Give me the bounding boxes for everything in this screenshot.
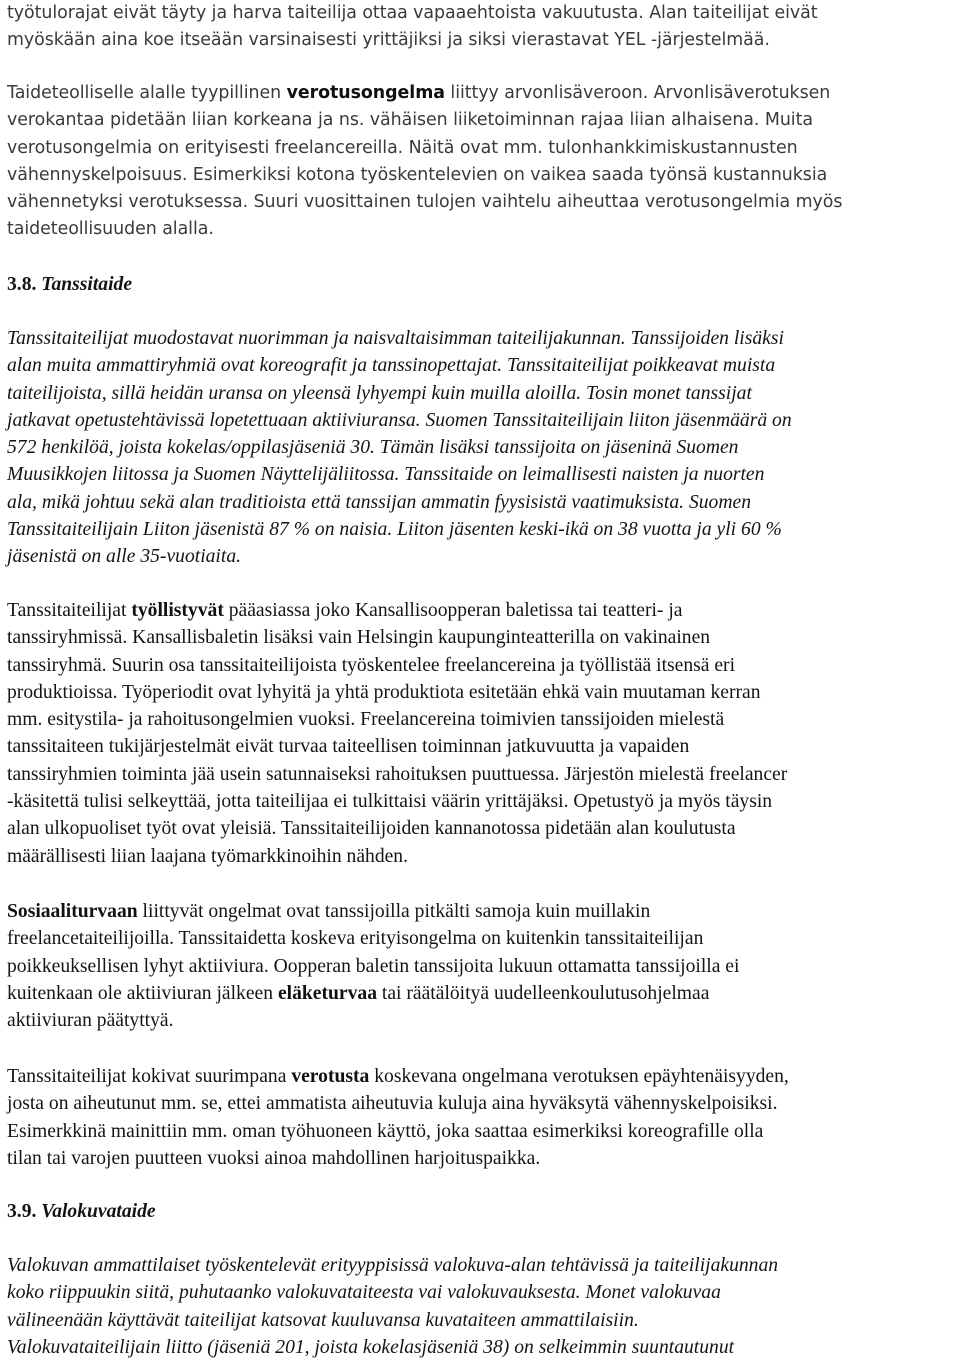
text-run: liittyy arvonlisäveroon. Arvonlisäverotuksen bbox=[444, 83, 831, 103]
text-line: välineenään käyttävät taiteilijat katsovat kuuluvansa kuvataiteen ammattilaisiin. bbox=[7, 1309, 639, 1331]
text-line: myöskään aina koe itseään varsinaisesti yrittäjiksi ja siksi vierastavat YEL -järjestelmää. bbox=[7, 30, 770, 51]
text-line: tanssiryhmien toiminta jää usein satunnaiseksi rahoituksen puuttuessa. Järjestön mielestä freelancer bbox=[7, 763, 788, 785]
text-line: tanssiryhmä. Suurin osa tanssitaiteilijoista työskentelee freelancereina ja työllistää itsensä eri bbox=[7, 654, 736, 676]
paragraph-tanssitaide-intro bbox=[7, 325, 792, 571]
text-run: koskevana ongelmana verotuksen epäyhtenäisyyden, bbox=[369, 1066, 789, 1087]
text-line: määrällisesti liian laajana työmarkkinoihin nähden. bbox=[7, 845, 409, 867]
text-line: Tanssitaiteilijat muodostavat nuorimman ja naisvaltaisimman taiteilijakunnan. Tanssijoiden lisäksi bbox=[7, 328, 784, 349]
section-number: 3.9. bbox=[7, 1201, 37, 1222]
bold-term: työllistyvät bbox=[131, 600, 224, 621]
text-line: tanssitaiteen tukijärjestelmät eivät turvaa taiteellisen toiminnan jatkuvuutta ja vapaiden bbox=[7, 736, 690, 758]
text-line: jatkavat opetustehtävissä lopetettuaan aktiiviuransa. Suomen Tanssitaiteilijain liiton jäsenmäärä on bbox=[7, 409, 792, 431]
text-line: -käsitettä tulisi selkeyttää, jotta taiteilijaa ei tulkittaisi väärin yrittäjäksi. Opetustyö ja myös täysin bbox=[7, 791, 773, 813]
bold-term: eläketurvaa bbox=[277, 982, 377, 1004]
text-run: Tanssitaiteilijat kokivat suurimpana bbox=[7, 1066, 292, 1087]
section-title: Valokuvataide bbox=[41, 1201, 156, 1222]
text-line: mm. esitystila- ja rahoitusongelmien vuoksi. Freelancereina toimivien tanssijoiden mielestä bbox=[7, 709, 725, 731]
paragraph-tyollistyvat bbox=[7, 597, 787, 870]
text-line bbox=[7, 898, 739, 925]
text-run: Taideteolliselle alalle tyypillinen bbox=[7, 83, 287, 103]
text-line: koko riippuukin siitä, puhutaanko valokuvataiteesta vai valokuvauksesta. Monet valokuvaa bbox=[7, 1282, 721, 1304]
text-line: taideteollisuuden alalla. bbox=[7, 219, 214, 240]
text-line: Tanssitaiteilijain Liiton jäsenistä 87 % on naisia. Liiton jäsenten keski-ikä on 38 vuotta ja yli 60 % bbox=[7, 519, 782, 541]
text-line: aktiiviuran päätyttyä. bbox=[7, 1010, 174, 1032]
paragraph-verotusongelma bbox=[7, 80, 842, 244]
text-line: Esimerkkinä mainittiin mm. oman työhuoneen käyttö, joka saattaa esimerkiksi koreografille olla bbox=[7, 1120, 764, 1142]
text-line bbox=[7, 980, 739, 1007]
text-line bbox=[7, 1063, 789, 1090]
text-line: josta on aiheutunut mm. se, ettei ammatista aiheutuvia kuluja aina hyväksytä vähennyskelpoisiksi. bbox=[7, 1093, 778, 1115]
text-line: freelancetaiteilijoilla. Tanssitaidetta koskeva erityisongelma on kuitenkin tanssitaiteilijan bbox=[7, 928, 704, 950]
text-line: työtulorajat eivät täyty ja harva taiteilija ottaa vapaaehtoista vakuutusta. Alan taiteilijat eivät bbox=[7, 3, 818, 23]
text-run: liittyvät ongelmat ovat tanssijoilla pitkälti samoja kuin muillakin bbox=[137, 901, 651, 922]
paragraph-yel bbox=[7, 0, 818, 55]
section-number: 3.8. bbox=[7, 274, 37, 295]
text-line: verotusongelmia on erityisesti freelancereilla. Näitä ovat mm. tulonhankkimiskustannusten bbox=[7, 137, 798, 158]
paragraph-sosiaaliturva bbox=[7, 898, 739, 1034]
text-line: produktioissa. Työperiodit ovat lyhyitä ja yhtä produktiota esitetään ehkä vain muutaman kerran bbox=[7, 681, 761, 703]
section-title: Tanssitaide bbox=[41, 274, 133, 295]
text-line: taiteilijoista, sillä heidän uransa on yleensä lyhyempi kuin muilla aloilla. Tosin monet tanssijat bbox=[7, 382, 752, 404]
paragraph-valokuvataide-intro bbox=[7, 1252, 778, 1361]
bold-term: Sosiaaliturvaan bbox=[7, 901, 138, 922]
bold-term: verotusta bbox=[291, 1066, 370, 1087]
text-line: poikkeuksellisen lyhyt aktiiviura. Oopperan baletin tanssijoita lukuun ottamatta tanssijoilla ei bbox=[7, 955, 740, 977]
paragraph-verotus bbox=[7, 1063, 789, 1172]
text-line: jäsenistä on alle 35-vuotiaita. bbox=[7, 546, 242, 568]
text-line: vähennetyksi verotuksessa. Suuri vuosittainen tulojen vaihtelu aiheuttaa verotusongelmia myös bbox=[7, 192, 843, 213]
text-line: Muusikkojen liitossa ja Suomen Näyttelijäliitossa. Tanssitaide on leimallisesti naisten ja nuorten bbox=[7, 464, 765, 486]
text-run: pääasiassa joko Kansallisoopperan baletissa tai teatteri- ja bbox=[223, 600, 683, 621]
text-line bbox=[7, 80, 842, 107]
text-run: tai räätälöityä uudelleenkoulutusohjelmaa bbox=[377, 982, 710, 1004]
text-line: Valokuvan ammattilaiset työskentelevät erityyppisissä valokuva-alan tehtävissä ja taiteilijakunnan bbox=[7, 1255, 779, 1276]
text-line bbox=[7, 597, 787, 624]
text-line: verokantaa pidetään liian korkeana ja ns. vähäisen liiketoiminnan rajaa liian alhaisena. Muita bbox=[7, 110, 813, 131]
text-run: Tanssitaiteilijat bbox=[7, 600, 132, 621]
text-line: alan ulkopuoliset työt ovat yleisiä. Tanssitaiteilijoiden kannanotossa pidetään alan koulutusta bbox=[7, 818, 736, 840]
text-line: tilan tai varojen puutteen vuoksi ainoa mahdollinen harjoituspaikka. bbox=[7, 1147, 541, 1169]
text-run: kuitenkaan ole aktiiviuran jälkeen bbox=[7, 982, 278, 1004]
text-line: Valokuvataiteilijain liitto (jäseniä 201, joista kokelasjäseniä 38) on selkeimmin suuntautunut bbox=[7, 1336, 735, 1358]
bold-term: verotusongelma bbox=[286, 83, 445, 103]
section-heading-3-9 bbox=[7, 1198, 156, 1225]
text-line: alan muita ammattiryhmiä ovat koreografit ja tanssinopettajat. Tanssitaiteilijat poikkeavat muista bbox=[7, 355, 776, 377]
text-line: vähennyskelpoisuus. Esimerkiksi kotona työskentelevien on vaikea saada työnsä kustannuksia bbox=[7, 164, 828, 185]
section-heading-3-8 bbox=[7, 271, 132, 298]
text-line: 572 henkilöä, joista kokelas/oppilasjäseniä 30. Tämän lisäksi tanssijoita on jäseninä Suomen bbox=[7, 437, 739, 459]
text-line: tanssiryhmissä. Kansallisbaletin lisäksi vain Helsingin kaupunginteatterilla on vakinainen bbox=[7, 627, 711, 649]
text-line: ala, mikä johtuu sekä alan traditioista että tanssijan ammatin fyysisistä vaatimuksista. Suomen bbox=[7, 491, 751, 513]
